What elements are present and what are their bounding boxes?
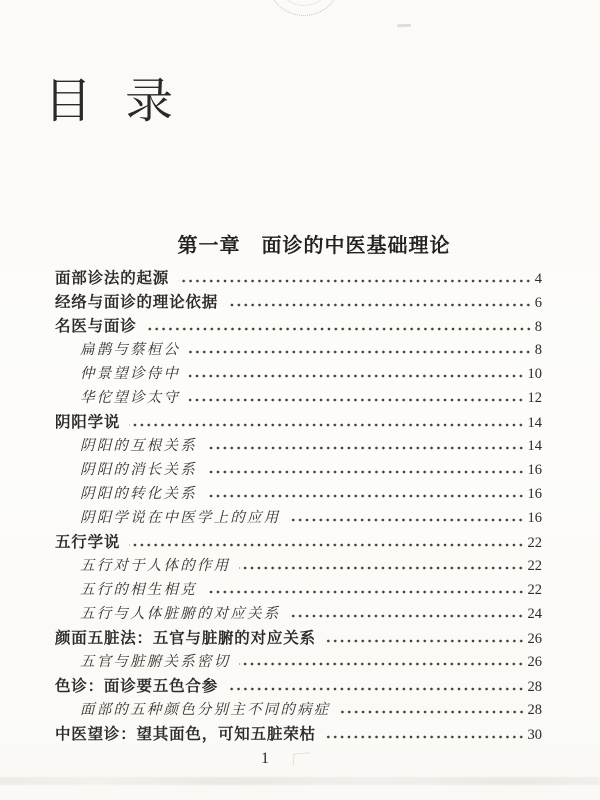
- toc-entry: [55, 506, 542, 530]
- toc-entry-label: 阴阳的互根关系: [80, 438, 197, 454]
- toc-list: [55, 266, 542, 746]
- toc-entry-label: 五行学说: [55, 534, 121, 551]
- toc-entry: [55, 722, 542, 746]
- toc-entry-page: 4: [534, 271, 542, 287]
- toc-entry-page: 26: [527, 631, 542, 647]
- scan-shadow-band: [0, 777, 600, 785]
- dot-leader: [239, 566, 524, 570]
- toc-entry-page: 14: [527, 438, 542, 454]
- toc-entry: [55, 338, 542, 362]
- toc-entry-label: 华佗望诊太守: [80, 390, 181, 406]
- dot-leader: [206, 470, 525, 474]
- toc-entry-label: 色诊：面诊要五色合参: [55, 678, 219, 695]
- toc-entry-page: 30: [527, 727, 542, 743]
- toc-entry: [55, 386, 542, 410]
- toc-entry: [55, 314, 542, 338]
- toc-entry: [55, 602, 542, 626]
- toc-entry: [55, 458, 542, 482]
- dot-leader: [206, 590, 525, 594]
- toc-entry-page: 22: [527, 582, 542, 598]
- toc-entry-label: 阴阳的消长关系: [80, 462, 197, 478]
- toc-entry: [55, 578, 542, 602]
- toc-entry: [55, 554, 542, 578]
- dot-leader: [289, 614, 524, 618]
- dot-leader: [189, 374, 524, 378]
- toc-entry-label: 名医与面诊: [55, 318, 137, 335]
- toc-entry-page: 22: [527, 535, 542, 551]
- toc-entry: [55, 530, 542, 554]
- toc-entry-page: 8: [534, 342, 542, 358]
- toc-entry-label: 阴阳学说: [55, 414, 121, 431]
- dot-leader: [340, 710, 525, 714]
- toc-entry-page: 10: [527, 366, 542, 382]
- toc-entry: [55, 434, 542, 458]
- toc-entry-page: 22: [527, 558, 542, 574]
- toc-entry-page: 16: [527, 462, 542, 478]
- toc-entry-label: 中医望诊：望其面色，可知五脏荣枯: [55, 726, 316, 743]
- toc-entry: [55, 626, 542, 650]
- dot-leader: [227, 303, 532, 307]
- toc-entry-page: 24: [527, 606, 542, 622]
- toc-entry-label: 颜面五脏法：五官与脏腑的对应关系: [55, 630, 316, 647]
- toc-entry-label: 仲景望诊侍中: [80, 366, 181, 382]
- toc-entry: [55, 410, 542, 434]
- toc-entry-page: 8: [534, 319, 542, 335]
- scan-smudge: [397, 24, 411, 27]
- toc-entry-page: 16: [527, 510, 542, 526]
- dot-leader: [206, 494, 525, 498]
- toc-entry-label: 五行对于人体的作用: [80, 558, 231, 574]
- toc-entry-label: 面部的五种颜色分别主不同的病症: [80, 702, 331, 718]
- dot-leader: [325, 639, 525, 643]
- toc-entry-page: 6: [534, 295, 542, 311]
- toc-entry-label: 五行的相生相克: [80, 582, 197, 598]
- toc-entry-page: 26: [527, 654, 542, 670]
- scan-smudge: [293, 752, 311, 765]
- toc-entry-label: 扁鹊与蔡桓公: [80, 342, 181, 358]
- toc-entry-page: 28: [527, 679, 542, 695]
- dot-leader: [239, 662, 524, 666]
- dot-leader: [146, 327, 532, 331]
- toc-entry: [55, 698, 542, 722]
- toc-entry: [55, 482, 542, 506]
- toc-entry-label: 五行与人体脏腑的对应关系: [80, 606, 281, 622]
- toc-entry-page: 14: [527, 415, 542, 431]
- toc-entry-label: 五官与脏腑关系密切: [80, 654, 231, 670]
- toc-entry-label: 阴阳学说在中医学上的应用: [80, 510, 281, 526]
- dot-leader: [289, 518, 524, 522]
- toc-entry: [55, 290, 542, 314]
- dot-leader: [206, 446, 525, 450]
- toc-entry-page: 12: [527, 390, 542, 406]
- page-number: 1: [261, 750, 269, 767]
- dot-leader: [129, 543, 524, 547]
- toc-entry: [55, 674, 542, 698]
- dot-leader: [325, 735, 525, 739]
- toc-entry-label: 经络与面诊的理论依据: [55, 294, 219, 311]
- toc-entry-label: 面部诊法的起源: [55, 270, 170, 287]
- toc-entry-page: 28: [527, 702, 542, 718]
- toc-entry: [55, 266, 542, 290]
- dot-leader: [189, 350, 532, 354]
- toc-entry-page: 16: [527, 486, 542, 502]
- toc-entry: [55, 650, 542, 674]
- chapter-heading: 第一章 面诊的中医基础理论: [177, 235, 451, 257]
- dot-leader: [129, 423, 524, 427]
- toc-entry: [55, 362, 542, 386]
- dot-leader: [178, 279, 532, 283]
- page-title: 目 录: [44, 75, 184, 128]
- dot-leader: [227, 687, 524, 691]
- toc-entry-label: 阴阳的转化关系: [80, 486, 197, 502]
- dot-leader: [189, 398, 524, 402]
